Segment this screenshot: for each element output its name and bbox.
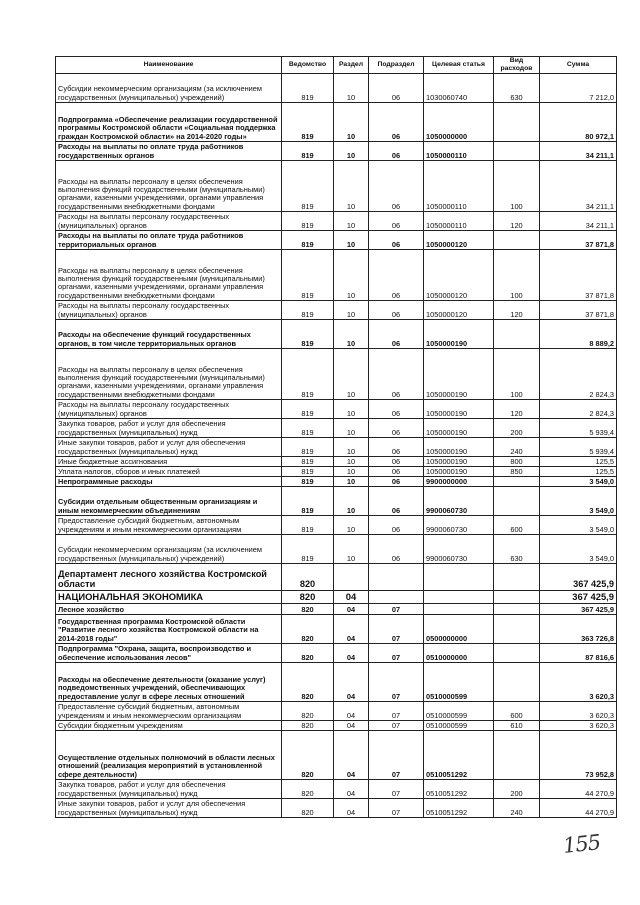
column-header-subsection: Подраздел [369, 57, 424, 74]
cell-section: 10 [334, 487, 369, 516]
cell-department: 819 [282, 438, 334, 457]
cell-name: Иные бюджетные ассигнования [56, 457, 282, 467]
cell-subsection [369, 564, 424, 591]
cell-expense-type: 120 [494, 301, 540, 320]
table-row [56, 702, 617, 721]
cell-expense-type: 800 [494, 457, 540, 467]
cell-sum: 2 824,3 [540, 349, 617, 400]
table-row [56, 487, 617, 516]
table-row [56, 103, 617, 142]
cell-department: 820 [282, 591, 334, 604]
cell-subsection: 06 [369, 477, 424, 487]
cell-section [334, 564, 369, 591]
cell-section: 10 [334, 74, 369, 103]
cell-target-article: 0510000599 [424, 702, 494, 721]
table-row [56, 142, 617, 161]
cell-subsection [369, 591, 424, 604]
cell-sum: 3 549,0 [540, 535, 617, 564]
cell-expense-type [494, 591, 540, 604]
cell-department: 820 [282, 615, 334, 644]
cell-subsection: 07 [369, 799, 424, 818]
table-row [56, 212, 617, 231]
cell-name: Расходы на выплаты персоналу государственных (муниципальных) органов [56, 212, 282, 231]
cell-expense-type: 100 [494, 250, 540, 301]
column-header-target-article: Целевая статья [424, 57, 494, 74]
cell-section: 10 [334, 320, 369, 349]
cell-target-article: 9900000000 [424, 477, 494, 487]
cell-department: 819 [282, 349, 334, 400]
cell-subsection: 06 [369, 438, 424, 457]
cell-expense-type [494, 487, 540, 516]
cell-department: 819 [282, 477, 334, 487]
table-row [56, 419, 617, 438]
cell-subsection: 06 [369, 103, 424, 142]
table-row [56, 780, 617, 799]
column-header-sum: Сумма [540, 57, 617, 74]
cell-subsection: 06 [369, 301, 424, 320]
cell-name: Субсидии некоммерческим организациям (за исключением государственных (муниципальных) учреждений) [56, 74, 282, 103]
cell-name: Подпрограмма "Охрана, защита, воспроизводство и обеспечение использования лесов" [56, 644, 282, 663]
cell-target-article: 1050000190 [424, 438, 494, 457]
cell-expense-type: 240 [494, 438, 540, 457]
cell-section: 04 [334, 731, 369, 780]
cell-section: 10 [334, 231, 369, 250]
cell-target-article: 1050000110 [424, 142, 494, 161]
cell-name: Предоставление субсидий бюджетным, автономным учреждениям и иным некоммерческим организациям [56, 702, 282, 721]
cell-subsection: 07 [369, 615, 424, 644]
cell-expense-type: 850 [494, 467, 540, 477]
cell-department: 819 [282, 457, 334, 467]
cell-expense-type: 600 [494, 516, 540, 535]
handwritten-page-number: 155 [561, 830, 602, 858]
cell-subsection: 07 [369, 780, 424, 799]
table-row [56, 161, 617, 212]
table-row [56, 564, 617, 591]
cell-sum: 3 620,3 [540, 702, 617, 721]
cell-name: Расходы на выплаты персоналу в целях обеспечения выполнения функций государственными (муниципальными) органами, казенными учреждениями, органами управления государственными внебюджетными фондами [56, 161, 282, 212]
cell-section: 10 [334, 349, 369, 400]
cell-expense-type [494, 615, 540, 644]
cell-subsection: 06 [369, 231, 424, 250]
cell-name: Субсидии отдельным общественным организациям и иным некоммерческим объединениям [56, 487, 282, 516]
cell-target-article: 1050000120 [424, 250, 494, 301]
cell-subsection: 06 [369, 250, 424, 301]
cell-name: Расходы на обеспечение деятельности (оказание услуг) подведомственных учреждений, обеспечивающих предоставление услуг в сфере лесных отношений [56, 663, 282, 702]
cell-sum: 125,5 [540, 457, 617, 467]
cell-target-article: 1050000120 [424, 301, 494, 320]
cell-department: 819 [282, 74, 334, 103]
cell-section: 10 [334, 212, 369, 231]
cell-target-article: 9900060730 [424, 487, 494, 516]
cell-subsection: 06 [369, 400, 424, 419]
cell-sum: 363 726,8 [540, 615, 617, 644]
table-row [56, 591, 617, 604]
cell-subsection: 06 [369, 487, 424, 516]
cell-department: 819 [282, 231, 334, 250]
cell-sum: 80 972,1 [540, 103, 617, 142]
table-row [56, 663, 617, 702]
cell-target-article: 1050000190 [424, 400, 494, 419]
column-header-section: Раздел [334, 57, 369, 74]
cell-name: Департамент лесного хозяйства Костромской области [56, 564, 282, 591]
cell-name: Государственная программа Костромской области "Развитие лесного хозяйства Костромской области на 2014-2018 годы" [56, 615, 282, 644]
cell-subsection: 07 [369, 663, 424, 702]
cell-sum: 3 549,0 [540, 487, 617, 516]
cell-department: 820 [282, 604, 334, 615]
cell-name: Осуществление отдельных полномочий в области лесных отношений (реализация мероприятий в установленной сфере деятельности) [56, 731, 282, 780]
cell-section: 04 [334, 663, 369, 702]
table-row [56, 457, 617, 467]
cell-target-article: 1050000000 [424, 103, 494, 142]
cell-department: 820 [282, 731, 334, 780]
cell-name: Субсидии бюджетным учреждениям [56, 721, 282, 731]
cell-target-article: 0510051292 [424, 799, 494, 818]
cell-expense-type [494, 644, 540, 663]
cell-sum: 125,5 [540, 467, 617, 477]
cell-name: Расходы на выплаты по оплате труда работников территориальных органов [56, 231, 282, 250]
cell-section: 10 [334, 467, 369, 477]
cell-department: 820 [282, 564, 334, 591]
cell-sum: 44 270,9 [540, 799, 617, 818]
cell-subsection: 07 [369, 721, 424, 731]
cell-name: Расходы на выплаты персоналу государственных (муниципальных) органов [56, 400, 282, 419]
table-row [56, 301, 617, 320]
table-row [56, 349, 617, 400]
cell-section: 04 [334, 702, 369, 721]
cell-target-article [424, 564, 494, 591]
cell-expense-type: 100 [494, 349, 540, 400]
cell-target-article: 0500000000 [424, 615, 494, 644]
cell-sum: 34 211,1 [540, 161, 617, 212]
cell-sum: 34 211,1 [540, 142, 617, 161]
table-row [56, 467, 617, 477]
cell-section: 04 [334, 799, 369, 818]
cell-expense-type [494, 564, 540, 591]
cell-subsection: 06 [369, 535, 424, 564]
cell-sum: 3 549,0 [540, 477, 617, 487]
cell-target-article [424, 591, 494, 604]
cell-expense-type: 200 [494, 419, 540, 438]
cell-section: 10 [334, 250, 369, 301]
cell-section: 10 [334, 419, 369, 438]
table-row [56, 400, 617, 419]
cell-department: 819 [282, 516, 334, 535]
cell-expense-type: 240 [494, 799, 540, 818]
cell-sum: 37 871,8 [540, 301, 617, 320]
cell-target-article: 9900060730 [424, 535, 494, 564]
cell-department: 819 [282, 419, 334, 438]
cell-sum: 3 620,3 [540, 663, 617, 702]
cell-target-article: 1050000190 [424, 457, 494, 467]
cell-name: Предоставление субсидий бюджетным, автономным учреждениям и иным некоммерческим организациям [56, 516, 282, 535]
cell-expense-type: 120 [494, 400, 540, 419]
cell-sum: 367 425,9 [540, 604, 617, 615]
table-row [56, 615, 617, 644]
cell-name: НАЦИОНАЛЬНАЯ ЭКОНОМИКА [56, 591, 282, 604]
cell-section: 04 [334, 604, 369, 615]
cell-department: 820 [282, 799, 334, 818]
cell-expense-type: 120 [494, 212, 540, 231]
cell-expense-type: 200 [494, 780, 540, 799]
cell-target-article: 0510000599 [424, 663, 494, 702]
cell-name: Подпрограмма «Обеспечение реализации государственной программы Костромской области «Социальная поддержка граждан Костромской области» на 2014-2020 годы» [56, 103, 282, 142]
cell-section: 10 [334, 103, 369, 142]
table-row [56, 74, 617, 103]
cell-department: 819 [282, 467, 334, 477]
table-row [56, 477, 617, 487]
cell-subsection: 06 [369, 212, 424, 231]
cell-sum: 37 871,8 [540, 231, 617, 250]
cell-sum: 37 871,8 [540, 250, 617, 301]
cell-target-article: 0510000599 [424, 721, 494, 731]
cell-department: 819 [282, 320, 334, 349]
cell-target-article: 1050000190 [424, 467, 494, 477]
cell-target-article: 1050000110 [424, 212, 494, 231]
cell-department: 819 [282, 400, 334, 419]
cell-department: 819 [282, 487, 334, 516]
cell-sum: 44 270,9 [540, 780, 617, 799]
cell-sum: 5 939,4 [540, 438, 617, 457]
cell-sum: 5 939,4 [540, 419, 617, 438]
cell-subsection: 07 [369, 644, 424, 663]
table-row [56, 250, 617, 301]
cell-target-article [424, 604, 494, 615]
cell-target-article: 0510051292 [424, 731, 494, 780]
table-row [56, 721, 617, 731]
budget-table [55, 56, 617, 818]
cell-subsection: 07 [369, 702, 424, 721]
table-row [56, 644, 617, 663]
cell-department: 820 [282, 780, 334, 799]
cell-section: 10 [334, 400, 369, 419]
cell-sum: 34 211,1 [540, 212, 617, 231]
cell-subsection: 06 [369, 161, 424, 212]
cell-section: 10 [334, 438, 369, 457]
cell-target-article: 1050000110 [424, 161, 494, 212]
cell-section: 04 [334, 780, 369, 799]
table-row [56, 320, 617, 349]
cell-department: 819 [282, 103, 334, 142]
cell-expense-type [494, 731, 540, 780]
cell-sum: 7 212,0 [540, 74, 617, 103]
cell-section: 10 [334, 516, 369, 535]
cell-target-article: 1050000190 [424, 320, 494, 349]
table-row [56, 604, 617, 615]
table-header-row [56, 57, 617, 74]
cell-department: 819 [282, 535, 334, 564]
cell-target-article: 1050000190 [424, 349, 494, 400]
cell-department: 819 [282, 301, 334, 320]
cell-name: Субсидии некоммерческим организациям (за исключением государственных (муниципальных) учреждений) [56, 535, 282, 564]
cell-department: 819 [282, 212, 334, 231]
cell-expense-type: 100 [494, 161, 540, 212]
table-row [56, 516, 617, 535]
cell-subsection: 06 [369, 349, 424, 400]
cell-subsection: 06 [369, 516, 424, 535]
column-header-name: Наименование [56, 57, 282, 74]
cell-name: Расходы на выплаты персоналу в целях обеспечения выполнения функций государственными (муниципальными) органами, казенными учреждениями, органами управления государственными внебюджетными фондами [56, 349, 282, 400]
cell-department: 819 [282, 250, 334, 301]
cell-section: 04 [334, 721, 369, 731]
cell-expense-type: 630 [494, 535, 540, 564]
cell-section: 10 [334, 142, 369, 161]
cell-sum: 73 952,8 [540, 731, 617, 780]
cell-subsection: 06 [369, 142, 424, 161]
cell-section: 10 [334, 477, 369, 487]
cell-subsection: 06 [369, 320, 424, 349]
cell-subsection: 06 [369, 467, 424, 477]
cell-expense-type [494, 663, 540, 702]
cell-target-article: 0510000000 [424, 644, 494, 663]
cell-section: 10 [334, 535, 369, 564]
cell-sum: 87 816,6 [540, 644, 617, 663]
cell-expense-type [494, 320, 540, 349]
cell-sum: 3 549,0 [540, 516, 617, 535]
table-row [56, 799, 617, 818]
cell-expense-type [494, 231, 540, 250]
cell-name: Непрограммные расходы [56, 477, 282, 487]
cell-name: Расходы на выплаты по оплате труда работников государственных органов [56, 142, 282, 161]
cell-subsection: 07 [369, 731, 424, 780]
cell-expense-type: 600 [494, 702, 540, 721]
cell-expense-type [494, 142, 540, 161]
cell-department: 820 [282, 644, 334, 663]
table-row [56, 231, 617, 250]
cell-name: Расходы на выплаты персоналу в целях обеспечения выполнения функций государственными (муниципальными) органами, казенными учреждениями, органами управления государственными внебюджетными фондами [56, 250, 282, 301]
cell-expense-type [494, 103, 540, 142]
cell-expense-type [494, 604, 540, 615]
cell-section: 04 [334, 591, 369, 604]
cell-target-article: 9900060730 [424, 516, 494, 535]
cell-sum: 8 889,2 [540, 320, 617, 349]
cell-target-article: 1050000120 [424, 231, 494, 250]
column-header-department: Ведомство [282, 57, 334, 74]
cell-section: 10 [334, 301, 369, 320]
cell-subsection: 06 [369, 419, 424, 438]
cell-name: Расходы на выплаты персоналу государственных (муниципальных) органов [56, 301, 282, 320]
table-row [56, 438, 617, 457]
table-body [56, 74, 617, 818]
cell-name: Закупка товаров, работ и услуг для обеспечения государственных (муниципальных) нужд [56, 419, 282, 438]
cell-section: 10 [334, 161, 369, 212]
cell-expense-type: 630 [494, 74, 540, 103]
cell-name: Иные закупки товаров, работ и услуг для обеспечения государственных (муниципальных) нужд [56, 799, 282, 818]
cell-sum: 3 620,3 [540, 721, 617, 731]
cell-sum: 367 425,9 [540, 564, 617, 591]
cell-expense-type [494, 477, 540, 487]
table-row [56, 731, 617, 780]
cell-target-article: 1050000190 [424, 419, 494, 438]
cell-expense-type: 610 [494, 721, 540, 731]
cell-section: 04 [334, 615, 369, 644]
cell-name: Расходы на обеспечение функций государственных органов, в том числе территориальных органов [56, 320, 282, 349]
cell-department: 820 [282, 721, 334, 731]
cell-name: Уплата налогов, сборов и иных платежей [56, 467, 282, 477]
cell-department: 820 [282, 702, 334, 721]
cell-target-article: 1030060740 [424, 74, 494, 103]
column-header-expense-type: Вид расходов [494, 57, 540, 74]
cell-section: 04 [334, 644, 369, 663]
cell-target-article: 0510051292 [424, 780, 494, 799]
table-row [56, 535, 617, 564]
cell-name: Лесное хозяйство [56, 604, 282, 615]
cell-department: 819 [282, 161, 334, 212]
budget-table-page [55, 56, 616, 818]
cell-name: Иные закупки товаров, работ и услуг для обеспечения государственных (муниципальных) нужд [56, 438, 282, 457]
cell-sum: 2 824,3 [540, 400, 617, 419]
cell-department: 820 [282, 663, 334, 702]
cell-sum: 367 425,9 [540, 591, 617, 604]
cell-subsection: 06 [369, 74, 424, 103]
cell-subsection: 07 [369, 604, 424, 615]
cell-subsection: 06 [369, 457, 424, 467]
cell-name: Закупка товаров, работ и услуг для обеспечения государственных (муниципальных) нужд [56, 780, 282, 799]
cell-department: 819 [282, 142, 334, 161]
cell-section: 10 [334, 457, 369, 467]
